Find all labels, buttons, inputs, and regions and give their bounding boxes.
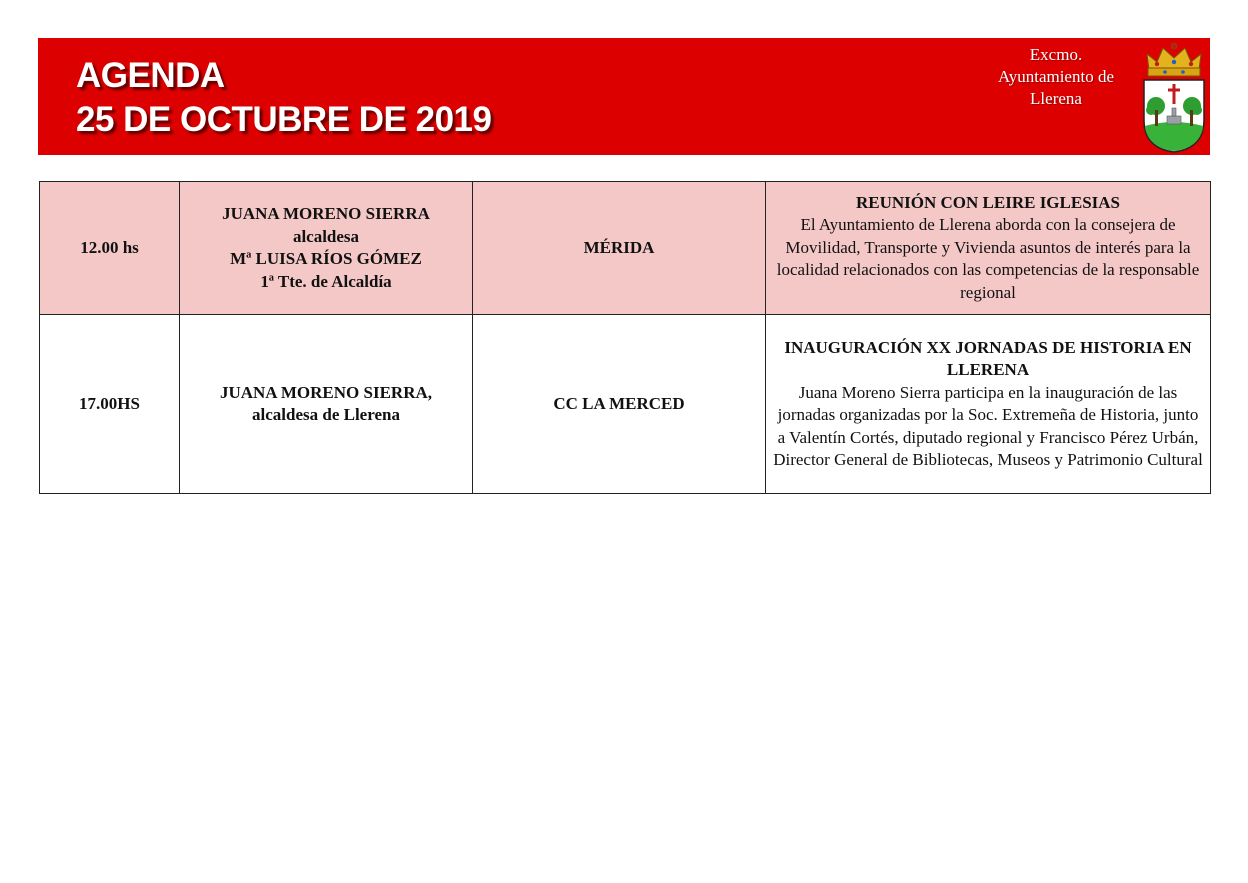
event-details (766, 315, 1211, 494)
event-description: El Ayuntamiento de Llerena aborda con la consejera de Movilidad, Transporte y Vivienda asuntos de interés para la localidad relacionados con las competencias de la responsable regional (776, 215, 1200, 302)
event-time: 12.00 hs (40, 182, 180, 315)
event-description: Juana Moreno Sierra participa en la inauguración de las jornadas organizadas por la Soc. Extremeña de Historia, junto a Valentín Cortés, diputado regional y Francisco Pérez Urbán, Director General de Bibliotecas, Museos y Patrimonio Cultural (773, 382, 1203, 469)
event-details (766, 182, 1211, 315)
participant-name: JUANA MORENO SIERRA, (219, 382, 433, 402)
org-name-line: Ayuntamiento de (998, 67, 1114, 86)
participant-role: alcaldesa de Llerena (252, 405, 400, 424)
organization-name (982, 44, 1130, 110)
event-participants (180, 315, 473, 494)
table-row (40, 182, 1211, 315)
participant-name: JUANA MORENO SIERRA (222, 204, 430, 223)
participant-name: Mª LUISA RÍOS GÓMEZ (230, 249, 422, 268)
event-time: 17.00HS (40, 315, 180, 494)
org-name-line: Excmo. (1029, 45, 1083, 64)
event-place: MÉRIDA (473, 182, 766, 315)
event-place: CC LA MERCED (473, 315, 766, 494)
table-row (40, 315, 1211, 494)
title-line-date: 25 DE OCTUBRE DE 2019 (76, 100, 492, 139)
title-line-agenda: AGENDA (76, 56, 225, 95)
coat-of-arms-icon (1141, 40, 1207, 154)
event-participants (180, 182, 473, 315)
participant-role: 1ª Tte. de Alcaldía (260, 271, 392, 291)
agenda-table (39, 181, 1211, 494)
page-title (76, 54, 491, 142)
header-banner (38, 38, 1210, 155)
participant-role: alcaldesa (292, 226, 360, 246)
event-title: REUNIÓN CON LEIRE IGLESIAS (855, 192, 1121, 212)
org-name-line: Llerena (1030, 89, 1082, 108)
event-title: INAUGURACIÓN XX JORNADAS DE HISTORIA EN LLERENA (784, 337, 1192, 379)
